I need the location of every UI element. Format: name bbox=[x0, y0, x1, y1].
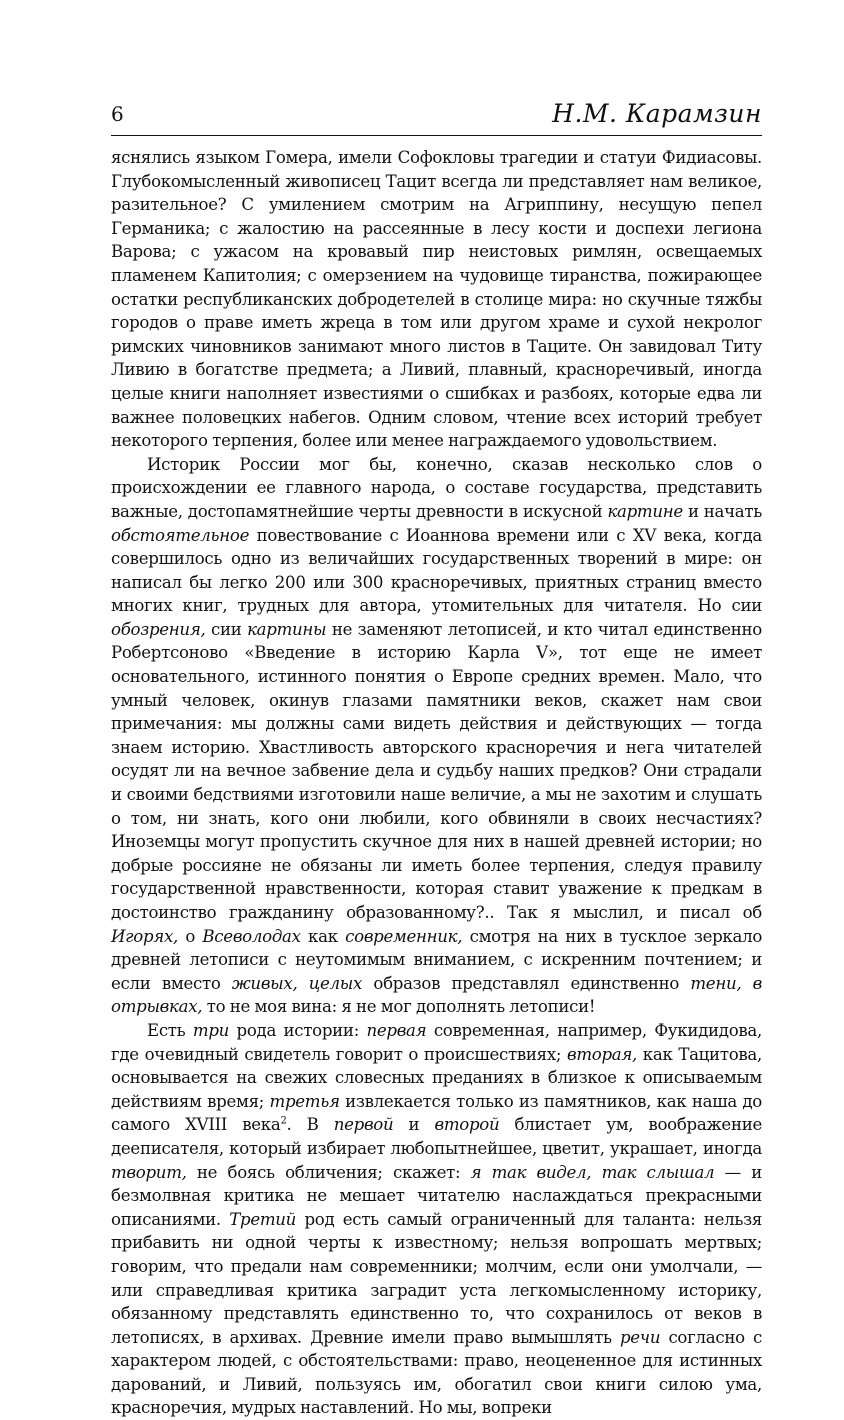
page-header bbox=[111, 96, 762, 136]
text-run: не боясь обличения; скажет: bbox=[186, 1162, 471, 1182]
text-run: образов представлял единственно bbox=[362, 973, 691, 993]
paragraph-3 bbox=[111, 1019, 762, 1420]
text-run: . В bbox=[286, 1115, 334, 1135]
italic-emphasis: второй bbox=[434, 1115, 500, 1135]
italic-emphasis: я так видел, так слышал bbox=[470, 1162, 715, 1182]
text-run: о bbox=[178, 926, 203, 946]
text-run: сии bbox=[205, 619, 248, 639]
header-rule bbox=[111, 135, 762, 136]
text-run: Историк России мог бы, конечно, сказав несколько слов о происхождении ее главного народа, о составе государства, представить важные, достопамятнейшие черты древности в искусной bbox=[111, 454, 762, 521]
italic-emphasis: картины bbox=[247, 619, 327, 639]
italic-emphasis: живых, целых bbox=[231, 973, 363, 993]
text-run: как Тацитова, основывается на свежих словесных преданиях в близкое к описываемым действиям время; bbox=[111, 1044, 762, 1111]
page-number: 6 bbox=[111, 102, 124, 126]
text-run: повествование с Иоаннова времени или с XV века, когда совершилось одно из величайших государственных творений в мире: он написал бы легко 200 или 300 красноречивых, приятных страниц вместо многих книг, трудных для автора, утомительных для читателя. Но сии bbox=[111, 525, 762, 616]
paragraph-1 bbox=[111, 146, 762, 453]
text-run: блистает ум, воображение дееписателя, который избирает любопытнейшее, цветит, украшает, иногда bbox=[111, 1115, 762, 1158]
text-run: как bbox=[300, 926, 346, 946]
text-run: современная, например, Фукидидова, где очевидный свидетель говорит о происшествиях; bbox=[111, 1020, 762, 1064]
italic-emphasis: три bbox=[192, 1020, 230, 1040]
text-run: и начать bbox=[682, 501, 762, 521]
footnote-ref: 2 bbox=[280, 1115, 287, 1127]
text-run: род есть самый ограниченный для таланта: нельзя прибавить ни одной черты к известному; нельзя вопрошать мертвых; говорим, что предали нам современники; молчим, если они умолчали, — или справедливая критика заградит уста легкомысленному историку, обязанному представлять единственно то, что сохранилось от веков в летописях, в архивах. Древние имели право вымышлять bbox=[111, 1209, 762, 1347]
italic-emphasis: творит, bbox=[111, 1162, 187, 1182]
text-run: — и безмолвная критика не мешает читателю наслаждаться прекрасными описаниями. bbox=[111, 1162, 762, 1229]
italic-emphasis: третья bbox=[269, 1091, 340, 1111]
text-run: согласно с характером людей, с обстоятельствами: право, неоцененное для истинных дарований, и Ливий, пользуясь им, обогатил свои книги силою ума, красноречия, мудрых наставлений. Но мы, вопреки bbox=[111, 1327, 762, 1418]
text-run: и bbox=[393, 1115, 435, 1135]
text-run: извлекается только из памятников, как наша до самого XVIII века bbox=[111, 1091, 762, 1135]
italic-emphasis: первая bbox=[366, 1020, 427, 1040]
italic-emphasis: обозрения, bbox=[111, 619, 206, 639]
italic-emphasis: Третий bbox=[229, 1209, 297, 1229]
running-head-author: Н.М. Карамзин bbox=[552, 99, 762, 128]
text-run: то не моя вина: я не мог дополнять летописи! bbox=[202, 997, 596, 1017]
italic-emphasis: тени, в отрывках, bbox=[111, 973, 762, 1017]
text-run: смотря на них в тусклое зеркало древней летописи с неутомимым вниманием, с искренним почтением; и если вместо bbox=[111, 926, 763, 993]
text-run: не заменяют летописей, и кто читал единственно Робертсоново «Введение в историю Карла V», тот еще не имеет основательного, истинного понятия о Европе средних времен. Мало, что умный человек, окинув глазами памятники веков, скажет нам свои примечания: мы должны сами видеть действия и действующих — тогда знаем историю. Хвастливость авторского красноречия и нега читателей осудят ли на вечное забвение дела и судьбу наших предков? Они страдали и своими бедствиями изготовили наше величие, а мы не захотим и слушать о том, ни знать, кого они любили, кого обвиняли в своих несчастиях? Иноземцы могут пропустить скучное для них в нашей древней истории; но добрые россияне не обязаны ли иметь более терпения, следуя правилу государственной нравственности, которая ставит уважение к предкам в достоинство гражданину образованному?.. Так я мыслил, и писал об bbox=[111, 619, 762, 922]
text-run: Есть bbox=[147, 1020, 193, 1040]
italic-emphasis: первой bbox=[333, 1115, 394, 1135]
paragraph-2 bbox=[111, 453, 762, 1019]
italic-emphasis: обстоятельное bbox=[111, 525, 250, 545]
italic-emphasis: речи bbox=[619, 1327, 661, 1347]
text-run: яснялись языком Гомера, имели Софокловы трагедии и статуи Фидиасовы. Глубокомысленный живописец Тацит всегда ли представляет нам великое, разительное? С умилением смотрим на Агриппину, несущую пепел Германика; с жалостию на рассеянные в лесу кости и доспехи легиона Варова; с ужасом на кровавый пир неистовых римлян, освещаемых пламенем Капитолия; с омерзением на чудовище тиранства, пожирающее остатки республиканских добродетелей в столице мира: но скучные тяжбы городов о праве иметь жреца в том или другом храме и сухой некролог римских чиновников занимают много листов в Таците. Он завидовал Титу Ливию в богатстве предмета; а Ливий, плавный, красноречивый, иногда целые книги наполняет известиями о сшибках и разбоях, которые едва ли важнее половецких набегов. Одним словом, чтение всех историй требует некоторого терпения, более или менее награждаемого удовольствием. bbox=[111, 148, 762, 451]
italic-emphasis: Всеволодах bbox=[202, 926, 301, 946]
text-run: рода истории: bbox=[229, 1020, 367, 1040]
italic-emphasis: вторая, bbox=[566, 1044, 638, 1064]
italic-emphasis: Игорях, bbox=[111, 926, 178, 946]
italic-emphasis: картине bbox=[607, 501, 683, 521]
body-text bbox=[111, 146, 762, 1420]
italic-emphasis: современник, bbox=[345, 926, 463, 946]
